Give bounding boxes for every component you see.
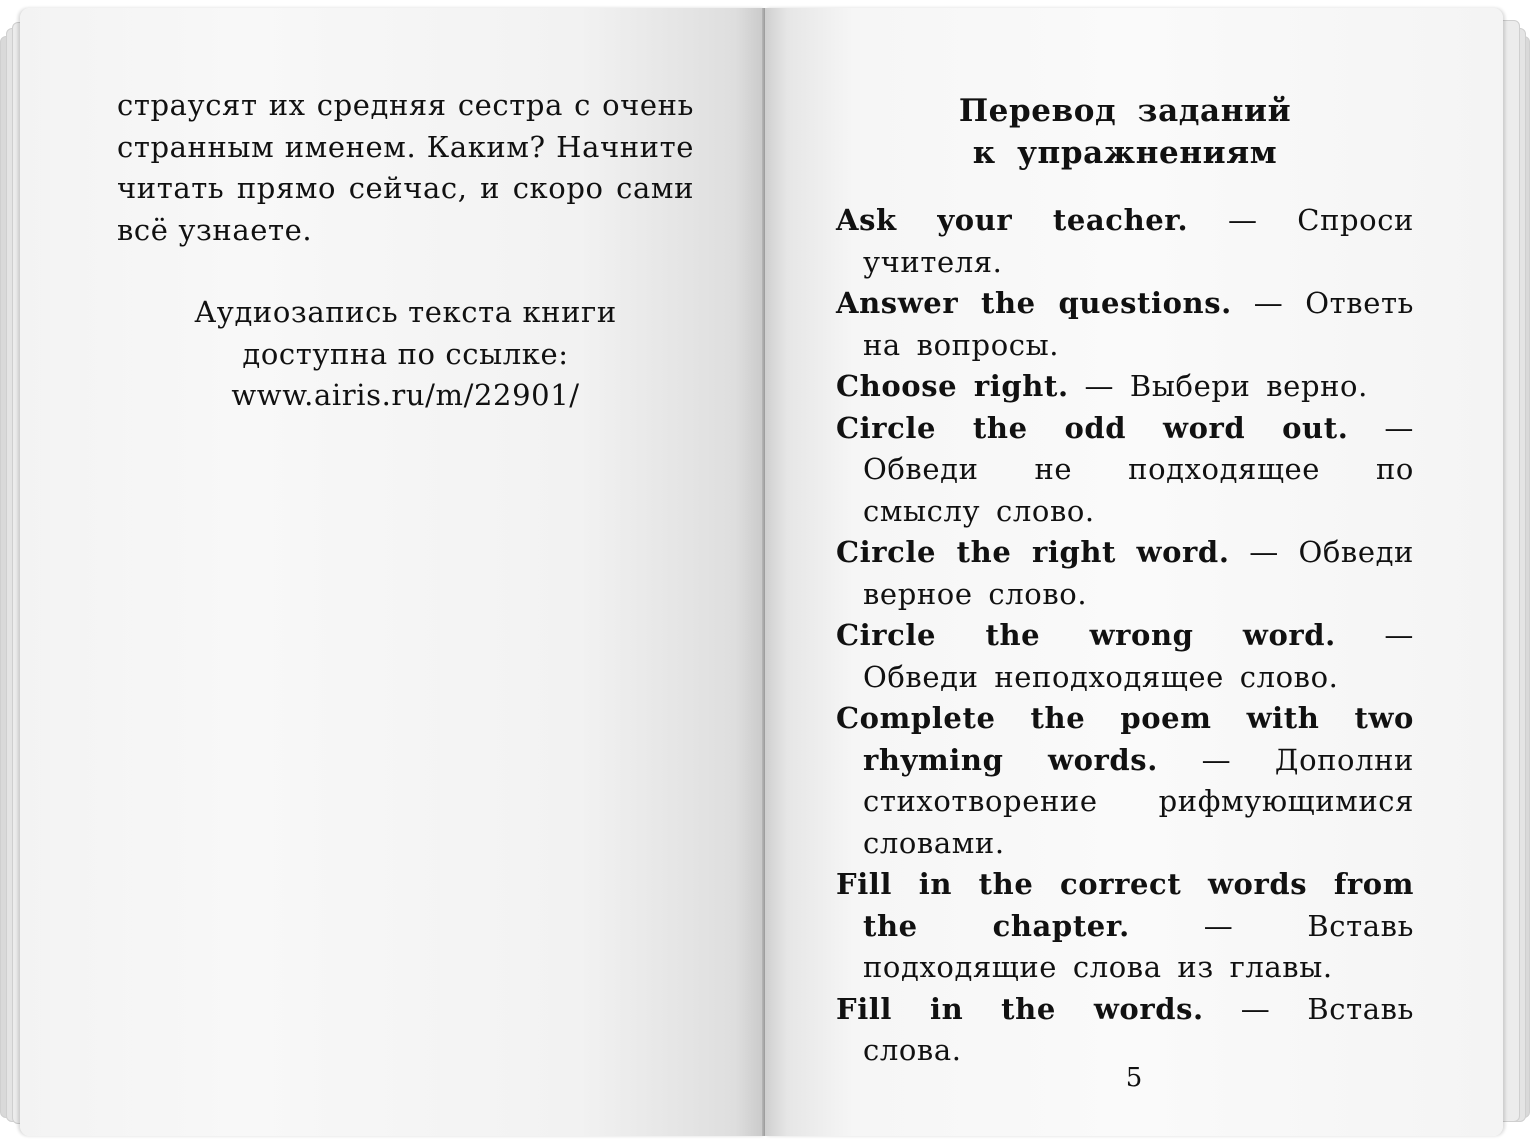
entry-russian: — Ответь на вопросы. [863, 286, 1414, 362]
list-item [836, 532, 1414, 615]
entry-english: Fill in the correct words from the chapter. [836, 867, 1414, 943]
entry-english: Choose right. [836, 369, 1069, 403]
entry-english: Circle the right word. [836, 535, 1230, 569]
list-item [836, 615, 1414, 698]
list-item [836, 864, 1414, 989]
entry-english: Fill in the words. [836, 991, 1204, 1026]
right-page [765, 8, 1503, 1136]
left-page-content [117, 85, 694, 417]
entry-english: Complete the poem with two rhyming words. [836, 701, 1414, 777]
entry-russian: — Обведи неподходящее слово. [863, 618, 1415, 694]
list-item [836, 989, 1414, 1072]
entry-russian: — Вставь слова. [863, 991, 1414, 1067]
entry-russian: — Обведи не подходящее по смыслу слово. [863, 410, 1414, 528]
right-page-content [836, 90, 1414, 1072]
list-item [836, 283, 1414, 366]
entry-russian: — Спроси учителя. [863, 203, 1414, 279]
entry-english: Answer the questions. [836, 286, 1232, 320]
list-item [836, 408, 1414, 533]
list-item [836, 366, 1414, 408]
entry-russian: — Дополни стихотворение рифмующимися словами. [863, 742, 1414, 860]
title-line: к упражнениям [972, 135, 1278, 171]
left-page [20, 8, 765, 1136]
audio-link[interactable]: www.airis.ru/m/22901/ [231, 378, 580, 412]
translation-list [836, 200, 1414, 1072]
audio-line: Аудиозапись текста книги [194, 295, 617, 329]
entry-russian: — Обведи верное слово. [863, 535, 1414, 611]
page-title [836, 90, 1414, 174]
list-item [836, 200, 1414, 283]
list-item [836, 698, 1414, 864]
page-number: 5 [1125, 1063, 1143, 1093]
audio-note [117, 292, 694, 417]
entry-russian: — Выбери верно. [1084, 369, 1368, 403]
entry-english: Ask your teacher. [836, 203, 1189, 237]
entry-russian: — Вставь подходящие слова из главы. [863, 908, 1414, 984]
title-line: Перевод заданий [958, 93, 1292, 129]
audio-line: доступна по ссылке: [242, 336, 569, 371]
entry-english: Circle the wrong word. [836, 618, 1336, 652]
entry-english: Circle the odd word out. [836, 410, 1349, 445]
intro-paragraph: страусят их средняя сестра с очень странным именем. Каким? Начните читать прямо сейчас, и скоро сами всё узнаете. [117, 88, 694, 247]
